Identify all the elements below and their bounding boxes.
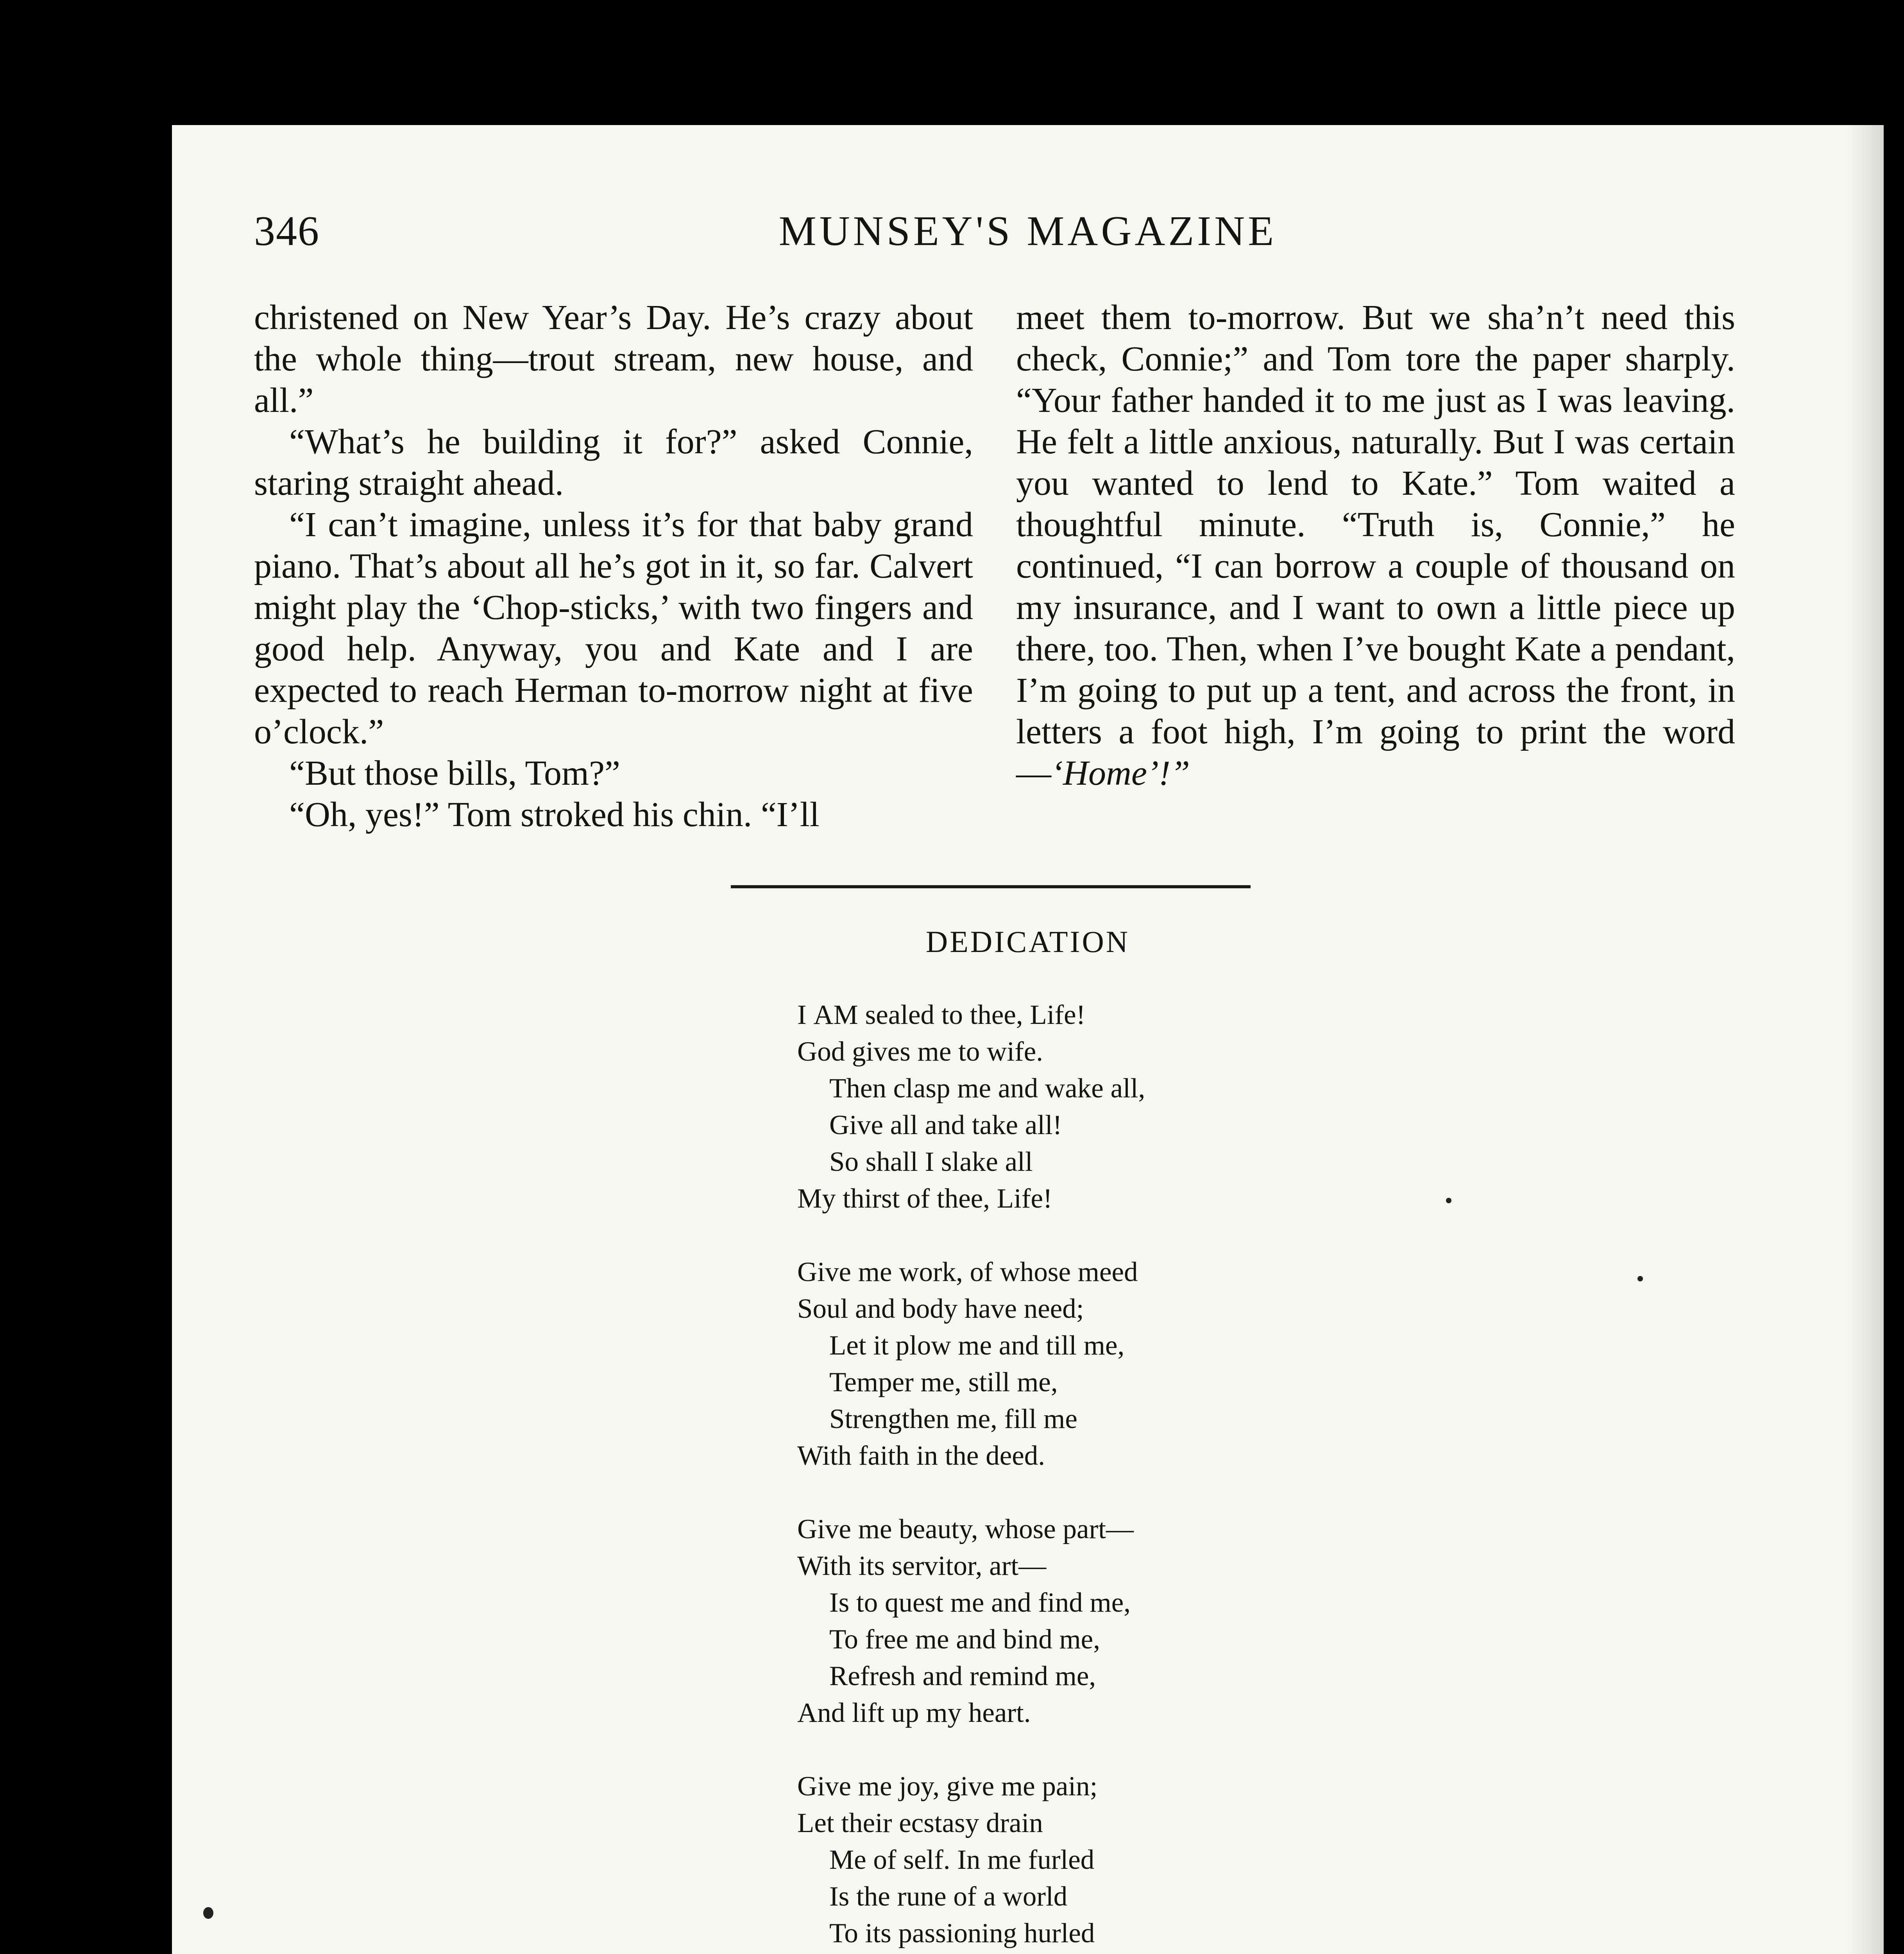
- left-column: [254, 297, 973, 836]
- stanza: [797, 1768, 1423, 1954]
- poem-body: [797, 997, 1423, 1954]
- magazine-page: [172, 125, 1884, 1954]
- poem-line: Give me work, of whose meed: [797, 1257, 1138, 1287]
- paragraph: christened on New Year’s Day. He’s crazy about the whole thing—trout stream, new house, and all.”: [254, 298, 973, 420]
- magazine-title: MUNSEY'S MAGAZINE: [778, 208, 1277, 254]
- page-spine-shadow: [1849, 125, 1884, 1954]
- paragraph: “Oh, yes!” Tom stroked his chin. “I’ll: [289, 795, 820, 834]
- poem-line: So shall I slake all: [829, 1147, 1033, 1177]
- first-word: I: [797, 1000, 807, 1030]
- poem-line: Me of self. In me furled: [829, 1845, 1095, 1875]
- poem-line: My thirst of thee, Life!: [797, 1183, 1052, 1214]
- stanza: [797, 1254, 1423, 1474]
- paragraph: “What’s he building it for?” asked Connie, staring straight ahead.: [254, 422, 973, 503]
- poem-line: Give all and take all!: [829, 1110, 1062, 1140]
- poem-line: With faith in the deed.: [797, 1440, 1045, 1471]
- print-speck: [1446, 1198, 1451, 1203]
- paragraph-text: meet them to-morrow. But we sha’n’t need this check, Connie;” and Tom tore the paper sharply. “Your father handed it to me just as I was leaving. He felt a little anxious, naturally. But I was certain you wanted to lend to Kate.” Tom waited a thoughtful minute. “Truth is, Connie,” he continued, “I can borrow a couple of thousand on my insurance, and I want to own a little piece up there, too. Then, when I’ve bought Kate a pendant, I’m going to put up a tent, and across the front, in letters a foot high, I’m going to print the word—: [1016, 298, 1735, 793]
- poem-line: Is to quest me and find me,: [829, 1587, 1131, 1618]
- print-speck: [203, 1907, 213, 1919]
- poem-line: God gives me to wife.: [797, 1036, 1043, 1067]
- section-divider: [731, 885, 1251, 888]
- poem-line: To free me and bind me,: [829, 1624, 1100, 1655]
- poem-line: [797, 997, 1423, 1033]
- stanza: [797, 1511, 1423, 1731]
- poem-line: To its passioning hurled: [829, 1918, 1095, 1949]
- poem-line: Soul and body have need;: [797, 1294, 1084, 1324]
- poem-line: [797, 1952, 1423, 1954]
- poem-line: Give me beauty, whose part—: [797, 1514, 1134, 1544]
- emphasis-home: ‘Home’!”: [1051, 754, 1190, 793]
- paragraph: [1016, 297, 1735, 794]
- poem-line: Temper me, still me,: [829, 1367, 1058, 1398]
- poem-line: Strengthen me, fill me: [829, 1404, 1077, 1434]
- poem-title: DEDICATION: [925, 925, 1130, 959]
- first-word-small-caps: AM: [813, 1000, 858, 1030]
- poem-line: Let their ecstasy drain: [797, 1808, 1043, 1838]
- first-line-rest: sealed to thee, Life!: [858, 1000, 1086, 1030]
- poem-line: Give me joy, give me pain;: [797, 1771, 1098, 1802]
- poem-line: Refresh and remind me,: [829, 1661, 1096, 1691]
- poem-line: Let it plow me and till me,: [829, 1330, 1125, 1361]
- stanza: [797, 997, 1423, 1217]
- print-speck: [1637, 1276, 1643, 1281]
- poem-line: With its servitor, art—: [797, 1551, 1047, 1581]
- page-header: [254, 207, 1802, 262]
- poem-line: Then clasp me and wake all,: [829, 1073, 1145, 1104]
- poem-line: And lift up my heart.: [797, 1698, 1031, 1728]
- paragraph: “I can’t imagine, unless it’s for that baby grand piano. That’s about all he’s got in it, so far. Calvert might play the ‘Chop-sticks,’ with two fingers and good help. Anyway, you and Kate and I are expected to reach Herman to-morrow night at five o’clock.”: [254, 505, 973, 751]
- right-column: [1016, 297, 1735, 794]
- page-number: 346: [254, 208, 320, 254]
- poem-line: Is the rune of a world: [829, 1881, 1068, 1912]
- paragraph: “But those bills, Tom?”: [289, 754, 620, 793]
